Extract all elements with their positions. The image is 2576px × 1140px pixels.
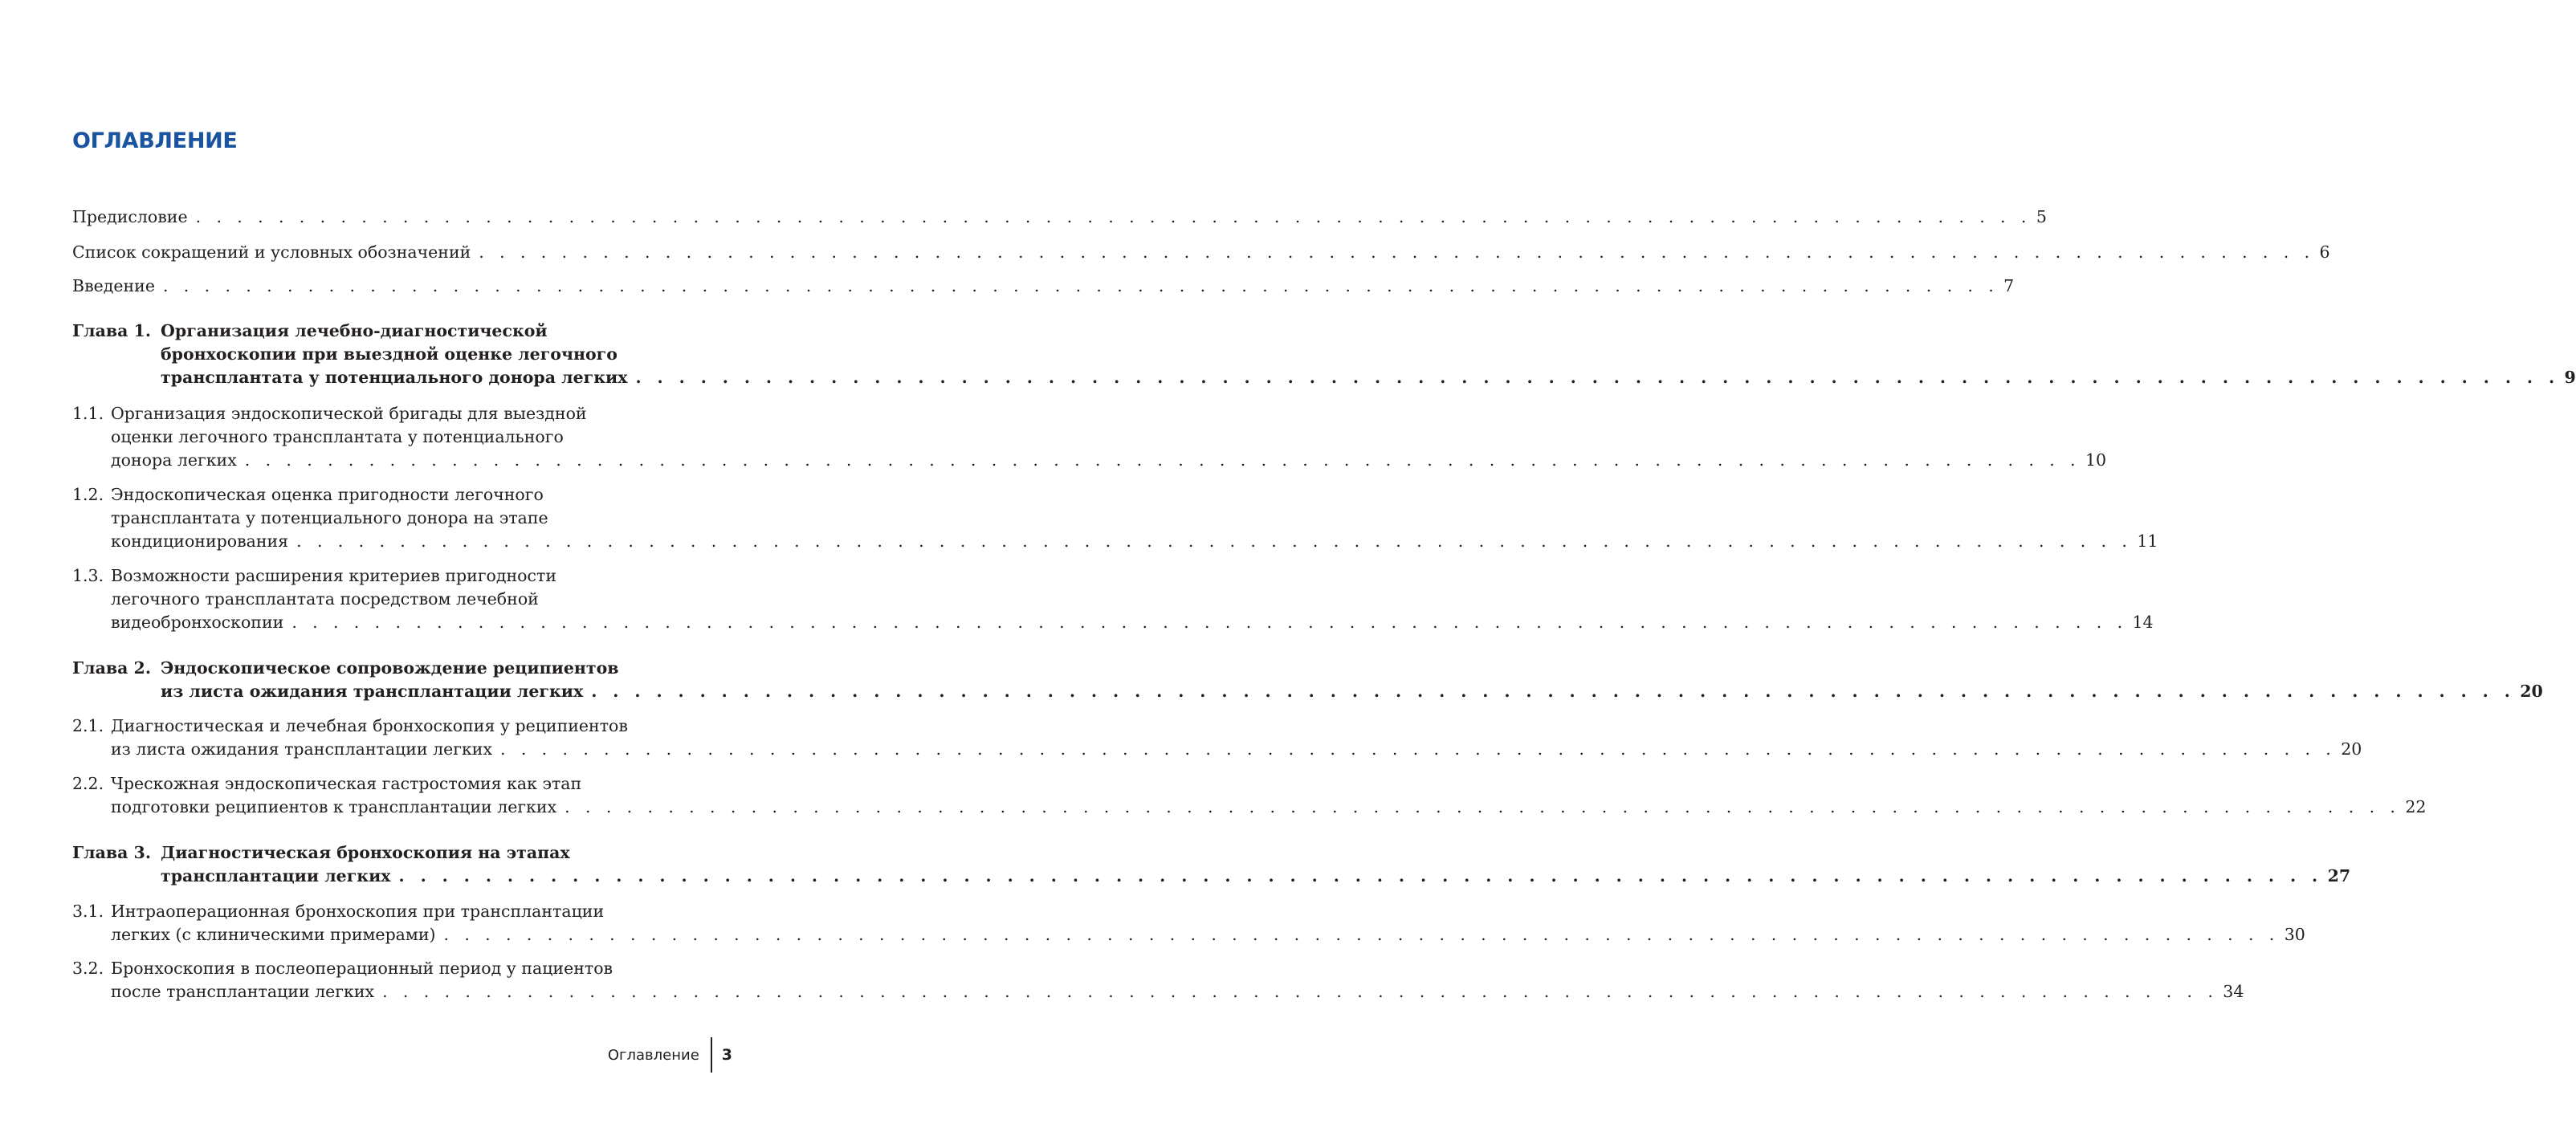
toc-page-number: 11 (2137, 531, 2158, 551)
toc-entry-title: Организация эндоскопической бригады для выездной (111, 404, 587, 423)
toc-line (72, 738, 2362, 761)
chapter-number: Глава 2. (72, 658, 151, 678)
toc-chapter[interactable] (72, 320, 2576, 389)
toc-line (72, 772, 732, 796)
toc-line (72, 900, 732, 923)
toc-page-number: 20 (2341, 739, 2362, 759)
dot-leader: . . . . . . . . . . . . . . . . . . . . . . . . . . . . . . . . . . . . . . . . . . . . . . . . . . . . . . . . . . . . . . . . . . . . . . . . . . . . . . . . . . . . . . . . . (195, 207, 2032, 226)
toc-entry-title: оценки легочного трансплантата у потенциального (111, 427, 564, 446)
toc-line (72, 507, 732, 530)
toc-entry[interactable] (72, 900, 2305, 947)
toc-entry-title: кондиционирования (111, 531, 289, 551)
toc-page-number: 9 (2564, 368, 2576, 387)
toc-page-number: 7 (2003, 276, 2015, 295)
page-number: 3 (721, 1046, 732, 1064)
dot-leader: . . . . . . . . . . . . . . . . . . . . . . . . . . . . . . . . . . . . . . . . . . . . . . . . . . . . . . . . . . . . . . . . . . . . . . . . . . . . . . . . . . . . . . . . . (443, 925, 2280, 944)
toc-entry-title: Эндоскопическая оценка пригодности легочного (111, 485, 544, 504)
toc-chapter[interactable] (72, 841, 2351, 888)
toc-entry[interactable] (72, 715, 2362, 761)
toc-line (72, 241, 2330, 264)
toc-entry-title: из листа ожидания трансплантации легких (111, 739, 493, 759)
toc-page-number: 20 (2520, 682, 2543, 701)
toc-line (72, 796, 2427, 819)
section-number: 1.3. (72, 566, 104, 585)
toc-entry-title: Эндоскопическое сопровождение реципиентов (161, 658, 619, 678)
toc-entry-title: легких (с клиническими примерами) (111, 925, 436, 944)
toc-entry-title: Диагностическая и лечебная бронхоскопия у реципиентов (111, 716, 628, 735)
dot-leader: . . . . . . . . . . . . . . . . . . . . . . . . . . . . . . . . . . . . . . . . . . . . . . . . . . . . . . . . . . . . . . . . . . . . . . . . . . . . . . . . . . . . . . . . . (479, 242, 2315, 262)
toc-page-number: 10 (2085, 450, 2107, 470)
page-footer (608, 1037, 732, 1073)
toc-entry-title: Введение (72, 276, 155, 295)
toc-entry[interactable] (72, 402, 2107, 472)
toc-line (72, 680, 2543, 703)
toc-entry[interactable] (72, 206, 2047, 229)
toc-entry[interactable] (72, 483, 2158, 553)
toc-line (72, 320, 732, 343)
toc-line (72, 206, 2047, 229)
toc-entry-title: после трансплантации легких (111, 982, 375, 1001)
toc-entry-title: Список сокращений и условных обозначений (72, 242, 471, 262)
dot-leader: . . . . . . . . . . . . . . . . . . . . . . . . . . . . . . . . . . . . . . . . . . . . . . . . . . . . . . . . . . . . . . . . . . . . . . . . . . . . . . . . . . . . . . . . . (296, 531, 2133, 551)
toc-entry[interactable] (72, 275, 2015, 298)
dot-leader: . . . . . . . . . . . . . . . . . . . . . . . . . . . . . . . . . . . . . . . . . . . . . . . . . . . . . . . . . . . . . . . . . . . . . . . . . . . . . . . . . . . . . . . . . (500, 739, 2337, 759)
toc-line (72, 366, 2576, 389)
toc-line (72, 530, 2158, 553)
toc-entry[interactable] (72, 772, 2427, 819)
section-number: 1.1. (72, 404, 104, 423)
dot-leader: . . . . . . . . . . . . . . . . . . . . . . . . . . . . . . . . . . . . . . . . . . . . . . . . . . . . . . . . . . . . . . . . . . . . . . . . . . . . . . . . . . . . . . . . . (162, 276, 1999, 295)
toc-line (72, 611, 2154, 634)
dot-leader: . . . . . . . . . . . . . . . . . . . . . . . . . . . . . . . . . . . . . . . . . . . . . . . . . . . . . . . . . . . . . . . . . . . . . . . . . . . . . . . . . . . . . . . . . (591, 682, 2516, 701)
toc-line (72, 923, 2305, 947)
toc-entry-title: подготовки реципиентов к трансплантации легких (111, 797, 557, 816)
page-title: ОГЛАВЛЕНИЕ (72, 128, 238, 153)
toc-page-number: 6 (2319, 242, 2330, 262)
toc-page-number: 22 (2405, 797, 2427, 816)
section-number: 3.2. (72, 959, 104, 978)
toc-line (72, 483, 732, 507)
toc-line (72, 402, 732, 425)
toc-line (72, 657, 732, 680)
toc-entry-title: Интраоперационная бронхоскопия при трансплантации (111, 902, 605, 921)
toc-entry-title: Бронхоскопия в послеоперационный период у пациентов (111, 959, 613, 978)
toc-line (72, 588, 732, 611)
toc-entry-title: Возможности расширения критериев пригодности (111, 566, 557, 585)
toc-line (72, 957, 732, 980)
toc-page-number: 34 (2223, 982, 2244, 1001)
toc-line (72, 841, 732, 865)
dot-leader: . . . . . . . . . . . . . . . . . . . . . . . . . . . . . . . . . . . . . . . . . . . . . . . . . . . . . . . . . . . . . . . . . . . . . . . . . . . . . . . . . . . . . . . . . (635, 368, 2560, 387)
toc-page-number: 27 (2327, 866, 2351, 886)
section-number: 3.1. (72, 902, 104, 921)
toc-entry[interactable] (72, 564, 2154, 634)
toc-entry-title: видеобронхоскопии (111, 613, 284, 632)
toc-entry[interactable] (72, 957, 2244, 1004)
toc-entry-title: легочного трансплантата посредством лечебной (111, 589, 539, 609)
dot-leader: . . . . . . . . . . . . . . . . . . . . . . . . . . . . . . . . . . . . . . . . . . . . . . . . . . . . . . . . . . . . . . . . . . . . . . . . . . . . . . . . . . . . . . . . . (382, 982, 2219, 1001)
toc-page-number: 14 (2132, 613, 2154, 632)
toc-entry-title: Чрескожная эндоскопическая гастростомия как этап (111, 774, 582, 793)
toc-entry-title: из листа ожидания трансплантации легких (161, 682, 584, 701)
footer-divider (711, 1037, 712, 1073)
toc-entry-title: донора легких (111, 450, 237, 470)
dot-leader: . . . . . . . . . . . . . . . . . . . . . . . . . . . . . . . . . . . . . . . . . . . . . . . . . . . . . . . . . . . . . . . . . . . . . . . . . . . . . . . . . . . . . . . . . (244, 450, 2081, 470)
toc-entry-title: Диагностическая бронхоскопия на этапах (161, 843, 570, 862)
toc-entry-title: трансплантата у потенциального донора на этапе (111, 508, 548, 527)
toc-line (72, 343, 732, 366)
dot-leader: . . . . . . . . . . . . . . . . . . . . . . . . . . . . . . . . . . . . . . . . . . . . . . . . . . . . . . . . . . . . . . . . . . . . . . . . . . . . . . . . . . . . . . . . . (398, 866, 2323, 886)
toc-entry-title: Организация лечебно-диагностической (161, 321, 548, 340)
dot-leader: . . . . . . . . . . . . . . . . . . . . . . . . . . . . . . . . . . . . . . . . . . . . . . . . . . . . . . . . . . . . . . . . . . . . . . . . . . . . . . . . . . . . . . . . . (291, 613, 2128, 632)
toc-line (72, 425, 732, 449)
section-number: 1.2. (72, 485, 104, 504)
toc-line (72, 715, 732, 738)
section-number: 2.1. (72, 716, 104, 735)
toc-entry-title: трансплантации легких (161, 866, 391, 886)
toc-line (72, 564, 732, 588)
toc-entry[interactable] (72, 241, 2330, 264)
toc-entry-title: Предисловие (72, 207, 188, 226)
toc-entry-title: бронхоскопии при выездной оценке легочного (161, 344, 618, 364)
toc-line (72, 865, 2351, 888)
toc-line (72, 449, 2107, 472)
chapter-number: Глава 3. (72, 843, 151, 862)
toc-line (72, 980, 2244, 1004)
toc-page-number: 5 (2036, 207, 2047, 226)
chapter-number: Глава 1. (72, 321, 151, 340)
toc-entry-title: трансплантата у потенциального донора легких (161, 368, 628, 387)
toc-line (72, 275, 2015, 298)
running-header-label: Оглавление (607, 1046, 699, 1064)
toc-page-number: 30 (2284, 925, 2305, 944)
dot-leader: . . . . . . . . . . . . . . . . . . . . . . . . . . . . . . . . . . . . . . . . . . . . . . . . . . . . . . . . . . . . . . . . . . . . . . . . . . . . . . . . . . . . . . . . . (565, 797, 2401, 816)
toc-chapter[interactable] (72, 657, 2543, 703)
section-number: 2.2. (72, 774, 104, 793)
